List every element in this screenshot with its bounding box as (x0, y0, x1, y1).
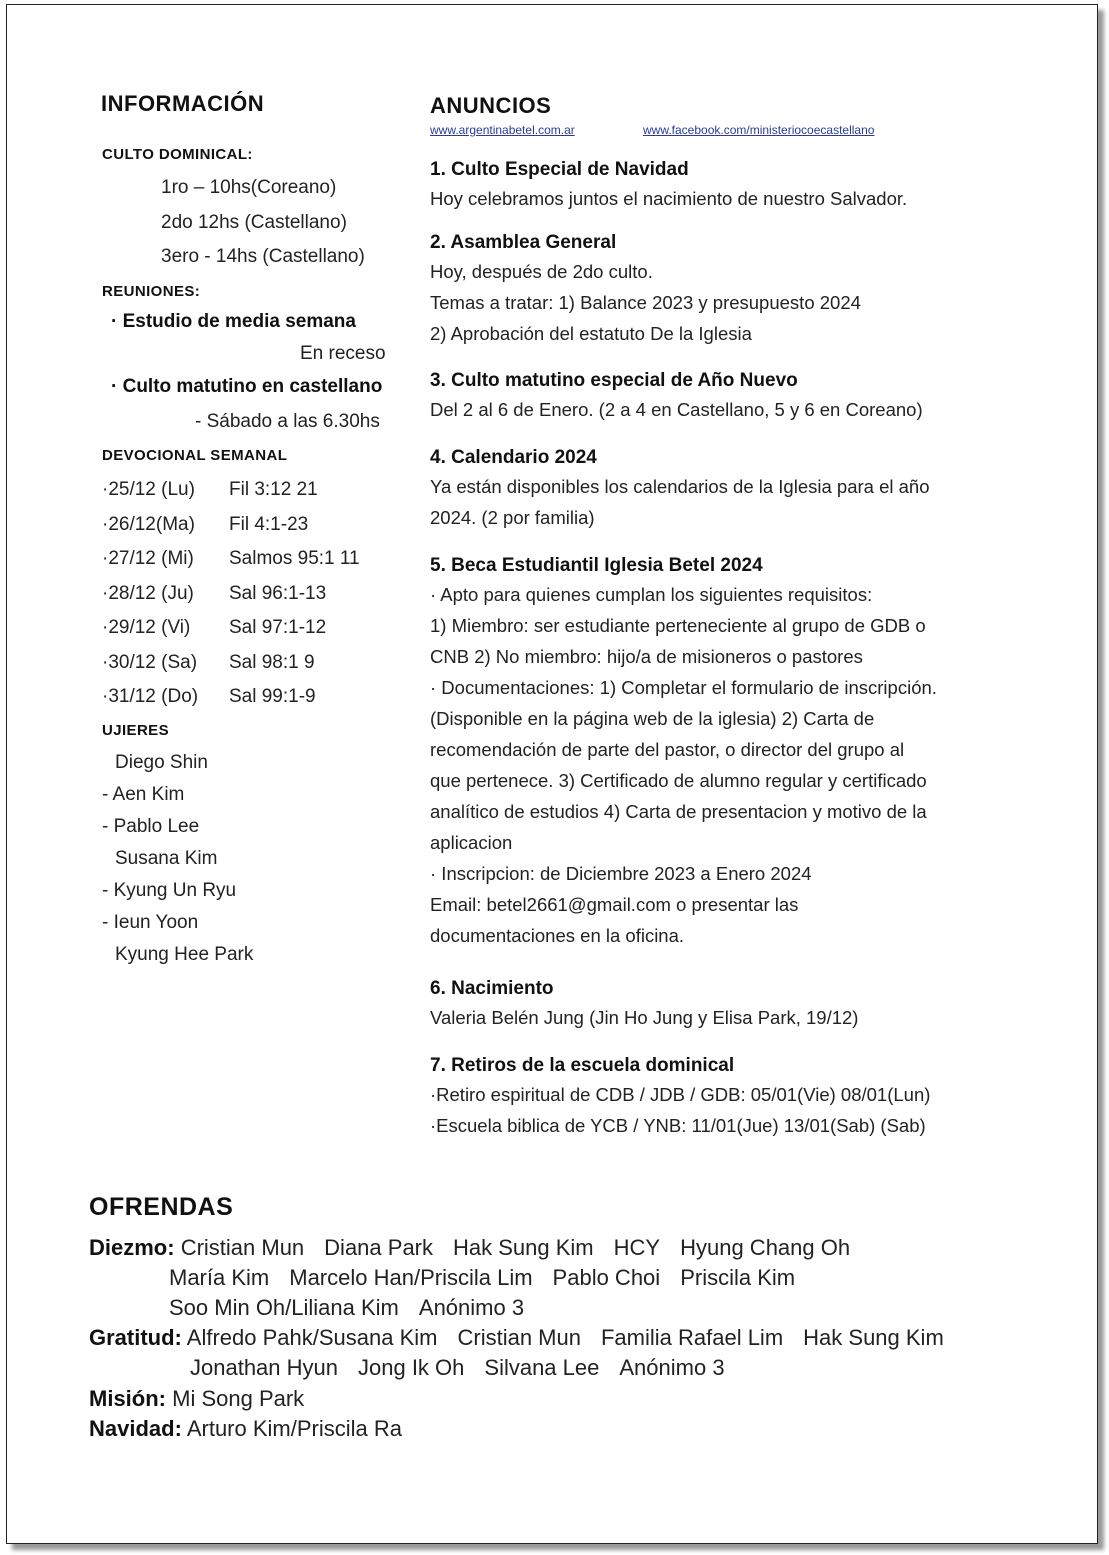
gratitud-line (190, 1355, 725, 1381)
offering-donor: Pablo Choi (552, 1265, 661, 1290)
announcement-text: ·Escuela biblica de YCB / YNB: 11/01(Jue) 13/01(Sab) (Sab) (430, 1115, 926, 1136)
offering-donor: Soo Min Oh/Liliana Kim (169, 1295, 399, 1320)
announcement-text: Valeria Belén Jung (Jin Ho Jung y Elisa Park, 19/12) (430, 1007, 859, 1028)
website-link[interactable]: www.argentinabetel.com.ar (430, 123, 575, 137)
devocional-date: ·27/12 (Mi) (102, 548, 194, 569)
diezmo-line (169, 1265, 795, 1291)
offering-donor: Anónimo 3 (619, 1355, 725, 1380)
announcement-text: que pertenece. 3) Certificado de alumno regular y certificado (430, 770, 927, 791)
offering-category-label: Gratitud: (89, 1325, 182, 1350)
announcement-text: Hoy, después de 2do culto. (430, 261, 653, 282)
announcement-title: 6. Nacimiento (430, 978, 554, 999)
anuncios-title: ANUNCIOS (430, 93, 552, 118)
offering-donor: Familia Rafael Lim (600, 1325, 784, 1350)
devocional-reference: Sal 96:1-13 (229, 582, 327, 604)
announcement-text: · Documentaciones: 1) Completar el formulario de inscripción. (430, 677, 937, 698)
ujieres-heading: UJIERES (102, 722, 169, 739)
ujier-name: Kyung Hee Park (115, 944, 254, 965)
devocional-date: ·26/12(Ma) (102, 513, 195, 535)
announcement-text: ·Retiro espiritual de CDB / JDB / GDB: 05/01(Vie) 08/01(Lun) (430, 1084, 931, 1105)
announcement-title: 2. Asamblea General (430, 232, 617, 253)
announcement-text: 2) Aprobación del estatuto De la Iglesia (430, 323, 752, 344)
announcement-text: analítico de estudios 4) Carta de presentacion y motivo de la (430, 801, 927, 822)
devocional-reference: Salmos 95:1 11 (229, 548, 360, 569)
reunion-sub: En receso (300, 343, 386, 364)
info-title: INFORMACIÓN (101, 91, 265, 116)
offering-category-label: Navidad: (89, 1416, 182, 1441)
announcement-text: · Inscripcion: de Diciembre 2023 a Enero 2024 (430, 863, 812, 884)
announcement-text: documentaciones en la oficina. (430, 925, 685, 946)
culto-line: 3ero - 14hs (Castellano) (161, 246, 365, 267)
announcement-text: Hoy celebramos juntos el nacimiento de nuestro Salvador. (430, 188, 908, 209)
announcement-title: 7. Retiros de la escuela dominical (430, 1055, 735, 1076)
ujier-name: - Pablo Lee (102, 816, 200, 837)
bulletin-page (6, 4, 1098, 1544)
offering-donor: Priscila Kim (680, 1265, 796, 1290)
offering-donor: Jonathan Hyun (190, 1355, 338, 1380)
offering-donor: Jong Ik Oh (358, 1355, 465, 1380)
ujier-name: - Kyung Un Ryu (102, 880, 237, 901)
offering-donor: Cristian Mun (457, 1325, 581, 1350)
devocional-reference: Fil 4:1-23 (229, 513, 309, 535)
culto-line: 1ro – 10hs(Coreano) (161, 177, 337, 198)
culto-line: 2do 12hs (Castellano) (161, 212, 347, 233)
announcement-text: · Apto para quienes cumplan los siguientes requisitos: (430, 584, 873, 605)
announcement-text: 1) Miembro: ser estudiante perteneciente al grupo de GDB o (430, 615, 926, 636)
devocional-heading: DEVOCIONAL SEMANAL (102, 447, 288, 464)
offering-donor: Cristian Mun (180, 1235, 305, 1260)
offering-donor: Arturo Kim/Priscila Ra (186, 1416, 402, 1441)
offering-donor: Hak Sung Kim (453, 1235, 594, 1260)
offering-donor: María Kim (169, 1265, 270, 1290)
announcement-text: recomendación de parte del pastor, o director del grupo al (430, 739, 905, 760)
ujier-name: Diego Shin (115, 752, 208, 773)
offering-donor: Alfredo Pahk/Susana Kim (186, 1325, 438, 1350)
devocional-date: ·28/12 (Ju) (102, 582, 194, 604)
announcement-text: (Disponible en la página web de la iglesia) 2) Carta de (430, 708, 875, 729)
announcement-text: Ya están disponibles los calendarios de la Iglesia para el año (430, 476, 930, 497)
mision-line (89, 1386, 304, 1412)
diezmo-line (89, 1235, 850, 1261)
ujier-name: Susana Kim (115, 848, 218, 869)
announcement-text: CNB 2) No miembro: hijo/a de misioneros o pastores (430, 646, 863, 667)
announcement-text: Del 2 al 6 de Enero. (2 a 4 en Castellano, 5 y 6 en Coreano) (430, 399, 923, 420)
offering-donor: Hyung Chang Oh (680, 1235, 851, 1260)
offering-donor: Hak Sung Kim (803, 1325, 944, 1350)
devocional-date: ·29/12 (Vi) (102, 617, 191, 638)
culto-dominical-heading: CULTO DOMINICAL: (102, 146, 253, 163)
devocional-date: ·31/12 (Do) (102, 686, 199, 707)
reunion-item: · Culto matutino en castellano (111, 376, 383, 397)
devocional-reference: Sal 97:1-12 (229, 617, 327, 638)
devocional-reference: Fil 3:12 21 (229, 479, 318, 500)
navidad-line (89, 1416, 402, 1442)
reuniones-heading: REUNIONES: (102, 283, 201, 300)
announcement-title: 5. Beca Estudiantil Iglesia Betel 2024 (430, 555, 763, 576)
offering-donor: Diana Park (324, 1235, 434, 1260)
announcement-text: Email: betel2661@gmail.com o presentar las (430, 894, 799, 915)
devocional-reference: Sal 98:1 9 (229, 651, 315, 673)
devocional-date: ·25/12 (Lu) (102, 479, 195, 500)
announcement-text: Temas a tratar: 1) Balance 2023 y presupuesto 2024 (430, 292, 861, 313)
reunion-item: · Estudio de media semana (111, 311, 356, 332)
announcement-title: 3. Culto matutino especial de Año Nuevo (430, 370, 798, 391)
ofrendas-title: OFRENDAS (89, 1193, 234, 1221)
offering-category-label: Diezmo: (89, 1235, 175, 1260)
offering-donor: Anónimo 3 (418, 1295, 525, 1320)
offering-donor: HCY (613, 1235, 661, 1260)
devocional-date: ·30/12 (Sa) (102, 651, 198, 673)
offering-donor: Marcelo Han/Priscila Lim (289, 1265, 533, 1290)
devocional-reference: Sal 99:1-9 (229, 686, 316, 707)
reunion-sub: - Sábado a las 6.30hs (195, 411, 380, 432)
ujier-name: - Ieun Yoon (102, 912, 199, 933)
facebook-link[interactable]: www.facebook.com/ministeriocoecastellano (643, 123, 875, 137)
ujier-name: - Aen Kim (102, 784, 185, 805)
offering-donor: Silvana Lee (484, 1355, 600, 1380)
announcement-text: 2024. (2 por familia) (430, 507, 595, 528)
diezmo-line (169, 1295, 524, 1321)
announcement-text: aplicacion (430, 832, 513, 853)
offering-category-label: Misión: (89, 1386, 166, 1411)
offering-donor: Mi Song Park (172, 1386, 305, 1411)
announcement-title: 4. Calendario 2024 (430, 447, 597, 468)
gratitud-line (89, 1325, 944, 1351)
announcement-title: 1. Culto Especial de Navidad (430, 159, 689, 180)
